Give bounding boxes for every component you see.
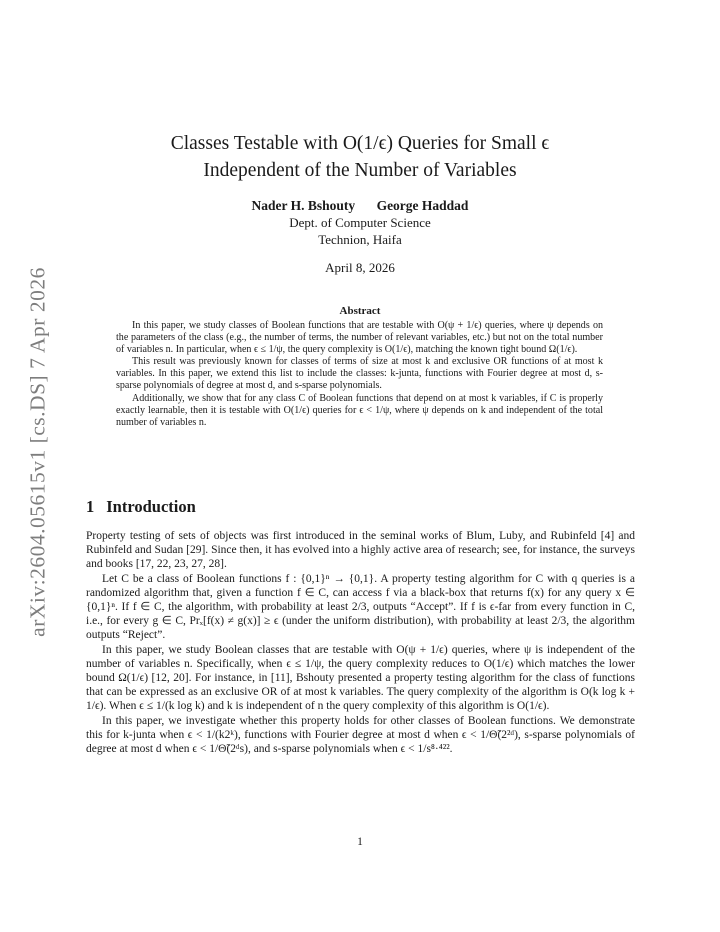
paper-title	[60, 130, 660, 184]
body-paragraph: Let C be a class of Boolean functions f : {0,1}ⁿ → {0,1}. A property testing algorithm for C with q queries is a randomized algorithm that, given a function f ∈ C, can access f via a black-box that returns f(x) for any query x ∈ {0,1}ⁿ. If f ∈ C, the algorithm, with probability at least 2/3, outputs “Accept”. If f is ϵ-far from every function in C, i.e., for every g ∈ C, Prₓ[f(x) ≠ g(x)] ≥ ϵ (under the uniform distribution), with probability at least 2/3, the algorithm outputs “Reject”.	[86, 572, 635, 642]
body-paragraph: In this paper, we study Boolean classes that are testable with O(ψ + 1/ϵ) queries, where ψ is independent of the number of variables n. Specifically, when ϵ ≤ 1/ψ, the query complexity reduces to O(1/ϵ) which matches the lower bound Ω(1/ϵ) [12, 20]. For instance, in [11], Bshouty presented a property testing algorithm for the class of functions that can be expressed as an exclusive OR of at most k variables. The query complexity of the algorithm is O(k log k + 1/ϵ). When ϵ ≤ 1/(k log k) and k is independent of n the query complexity of this algorithm is O(1/ϵ).	[86, 643, 635, 713]
body-paragraph: Property testing of sets of objects was first introduced in the seminal works of Blum, Luby, and Rubinfeld [4] and Rubinfeld and Sudan [29]. Since then, it has evolved into a highly active area of research; see, for instance, the surveys and books [17, 22, 23, 27, 28].	[86, 530, 635, 571]
section-number: 1	[86, 497, 95, 516]
page-number: 1	[357, 836, 363, 848]
arxiv-identifier-stamp: arXiv:2604.05615v1 [cs.DS] 7 Apr 2026	[25, 267, 50, 637]
body-paragraph: In this paper, we investigate whether this property holds for other classes of Boolean functions. We demonstrate this for k-junta when ϵ < 1/(k2ᵏ), functions with Fourier degree at most d when ϵ < 1/Θ̃(2²ᵈ), s-sparse polynomials of degree at most d when ϵ < 1/Θ̃(2ᵈs), and s-sparse polynomials when ϵ < 1/s⁸·⁴²².	[86, 714, 635, 756]
title-line-2: Independent of the Number of Variables	[203, 160, 517, 181]
affiliation-department: Dept. of Computer Science	[289, 215, 431, 230]
section-title: Introduction	[106, 497, 196, 516]
abstract-body	[116, 320, 603, 429]
abstract-paragraph: In this paper, we study classes of Boolean functions that are testable with O(ψ + 1/ϵ) queries, where ψ depends on the parameters of the class (e.g., the number of terms, the number of relevant variables, etc.) but not on the total number of variables n. In particular, when ϵ ≤ 1/ψ, the query complexity is O(1/ϵ), matching the known tight bound Ω(1/ϵ).	[116, 320, 603, 356]
introduction-body	[86, 529, 635, 756]
author-list	[60, 198, 660, 214]
abstract-paragraph: This result was previously known for classes of terms of size at most k and exclusive OR functions of at most k variables. In this paper, we extend this list to include the classes: k-junta, functions with Fourier degree at most d, s-sparse polynomials of degree at most d, and s-sparse polynomials.	[116, 356, 603, 392]
abstract-paragraph: Additionally, we show that for any class C of Boolean functions that depend on at most k variables, if C is properly exactly learnable, then it is testable with O(1/ϵ) queries for ϵ < 1/ψ, where ψ depends on k and independent of the total number of variables n.	[116, 392, 603, 428]
affiliation-institution: Technion, Haifa	[318, 232, 402, 247]
section-heading	[86, 497, 196, 517]
author-name: Nader H. Bshouty	[251, 198, 356, 213]
abstract-heading: Abstract	[339, 305, 381, 317]
title-line-1: Classes Testable with O(1/ϵ) Queries for Small ϵ	[170, 133, 550, 154]
paper-date: April 8, 2026	[325, 260, 395, 275]
author-name: George Haddad	[376, 198, 469, 213]
